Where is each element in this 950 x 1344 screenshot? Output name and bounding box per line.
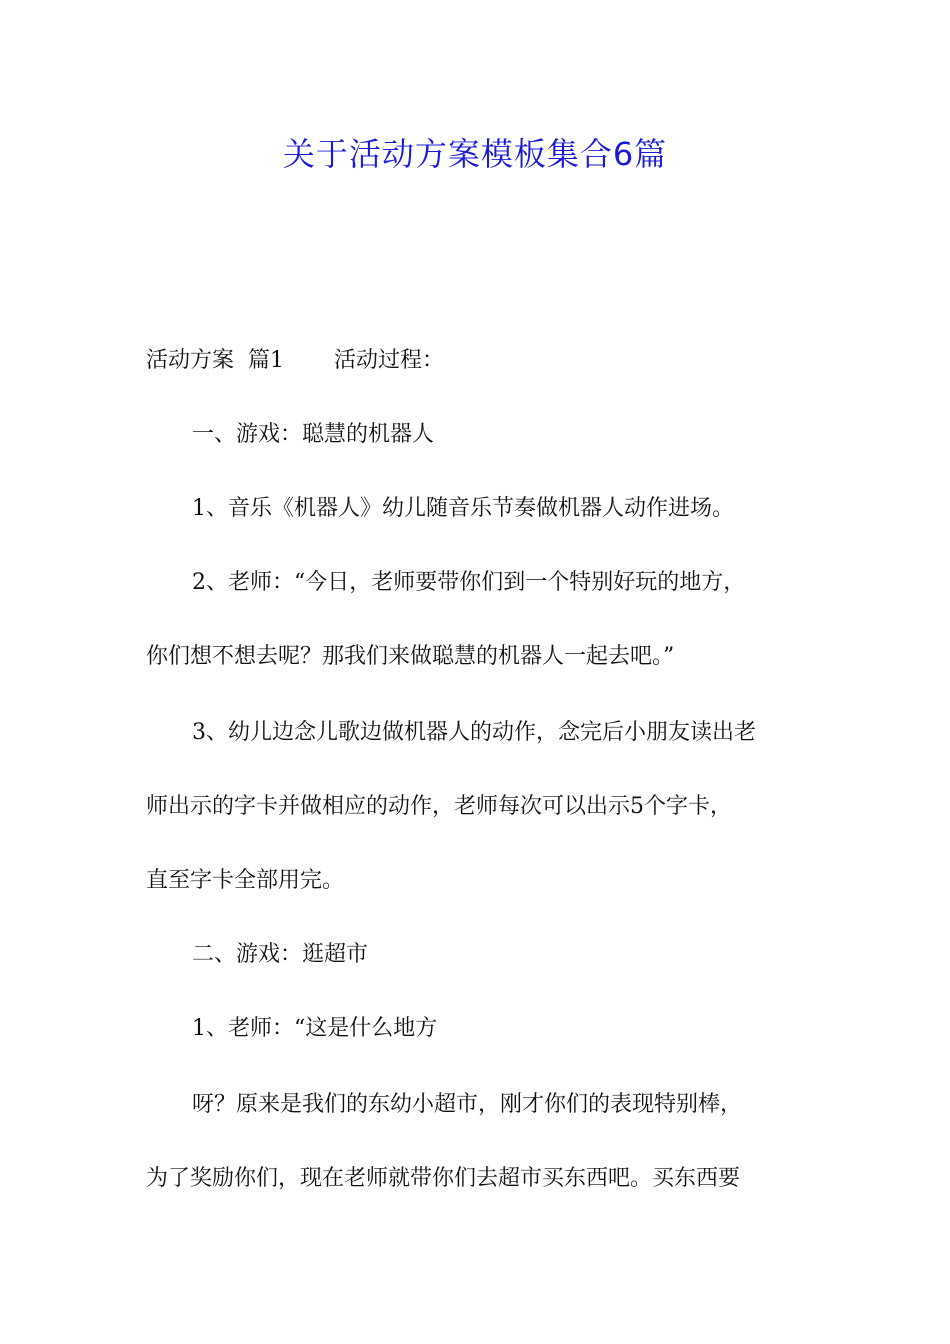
section-label: 活动方案 篇1 [146,348,284,373]
paragraph-line: 师出示的字卡并做相应的动作，老师每次可以出示5个字卡， [146,794,732,819]
paragraph-line: 1、老师：“这是什么地方 [192,1016,438,1041]
section-heading [146,346,826,376]
paragraph-line: 3、幼儿边念儿歌边做机器人的动作，念完后小朋友读出老 [192,720,756,745]
document-title: 关于活动方案模板集合6篇 [282,135,668,173]
paragraph-line: 你们想不想去呢？那我们来做聪慧的机器人一起去吧。” [146,644,675,669]
paragraph-line: 1、音乐《机器人》幼儿随音乐节奏做机器人动作进场。 [192,496,734,521]
paragraph-line: 呀？原来是我们的东幼小超市，刚才你们的表现特别棒， [192,1092,743,1117]
paragraph-line: 一、游戏：聪慧的机器人 [192,422,435,447]
paragraph-line: 二、游戏：逛超市 [192,942,369,967]
section-subheading: 活动过程： [333,348,444,373]
paragraph-line: 为了奖励你们，现在老师就带你们去超市买东西吧。买东西要 [146,1166,741,1191]
paragraph-line: 直至字卡全部用完。 [146,868,345,893]
paragraph-line: 2、老师：“今日，老师要带你们到一个特别好玩的地方， [192,570,746,595]
